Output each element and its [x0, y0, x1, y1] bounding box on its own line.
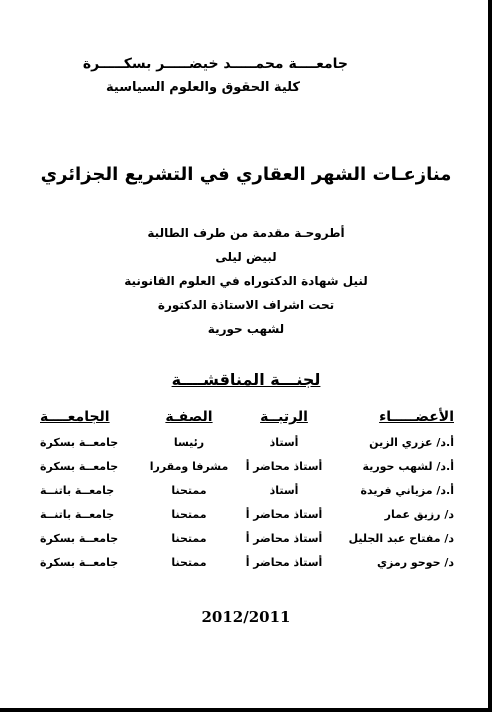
member-university: جامعــة بسكرة [40, 459, 119, 473]
member-role: ممتحنا [171, 483, 207, 497]
member-role: رئيسا [173, 435, 205, 449]
member-rank: أستاذ محاضر أ [245, 507, 323, 521]
column-header-role: الصفـة [165, 409, 213, 425]
committee-table-header [40, 404, 454, 430]
student-name: لبيض ليلى [215, 250, 277, 264]
thesis-title: منازعـات الشهر العقاري في التشريع الجزائري [40, 164, 452, 185]
member-name: أ.د/ عزري الزين [369, 435, 454, 449]
committee-heading-text: لجنـــة المناقشــــة [171, 370, 321, 389]
committee-table [40, 404, 454, 574]
table-row [40, 454, 454, 478]
thesis-presented-by: أطروحـة مقدمة من طرف الطالبة [147, 226, 345, 240]
member-rank: أستاذ [269, 483, 299, 497]
university-name: جامعــــة محمـــــد خيضـــــر بسكـــــرة [82, 56, 348, 72]
supervisor-name: لشهب حورية [207, 322, 285, 336]
table-row [40, 478, 454, 502]
faculty-name: كلية الحقوق والعلوم السياسية [106, 80, 300, 95]
member-university: جامعــة باتنــة [40, 483, 115, 497]
member-name: أ.د/ لشهب حورية [362, 459, 454, 473]
committee-heading [0, 370, 492, 389]
member-role: مشرفا ومقررا [149, 459, 229, 473]
column-header-rank: الرتبــة [260, 409, 308, 425]
table-row [40, 430, 454, 454]
degree-line: لنيل شهادة الدكتوراه في العلوم القانونية [124, 274, 368, 288]
supervision-line: تحت اشراف الاستاذة الدكتورة [157, 298, 335, 312]
member-university: جامعــة بسكرة [40, 435, 119, 449]
table-row [40, 502, 454, 526]
member-role: ممتحنا [171, 555, 207, 569]
column-header-university: الجامعــــة [40, 409, 110, 425]
member-rank: أستاذ محاضر أ [245, 459, 323, 473]
member-rank: أستاذ محاضر أ [245, 555, 323, 569]
table-row [40, 526, 454, 550]
member-role: ممتحنا [171, 507, 207, 521]
member-university: جامعــة باتنــة [40, 507, 115, 521]
member-name: د/ مفتاح عبد الجليل [348, 531, 454, 545]
column-header-members: الأعضـــــاء [379, 409, 454, 425]
table-row [40, 550, 454, 574]
member-name: د/ حوحو رمزي [376, 555, 454, 569]
member-role: ممتحنا [171, 531, 207, 545]
member-university: جامعــة بسكرة [40, 555, 119, 569]
member-university: جامعــة بسكرة [40, 531, 119, 545]
member-rank: أستاذ [269, 435, 299, 449]
member-name: د/ رزيق عمار [384, 507, 454, 521]
academic-year: 2012/2011 [201, 608, 291, 626]
member-name: أ.د/ مزياني فريدة [360, 483, 454, 497]
member-rank: أستاذ محاضر أ [245, 531, 323, 545]
